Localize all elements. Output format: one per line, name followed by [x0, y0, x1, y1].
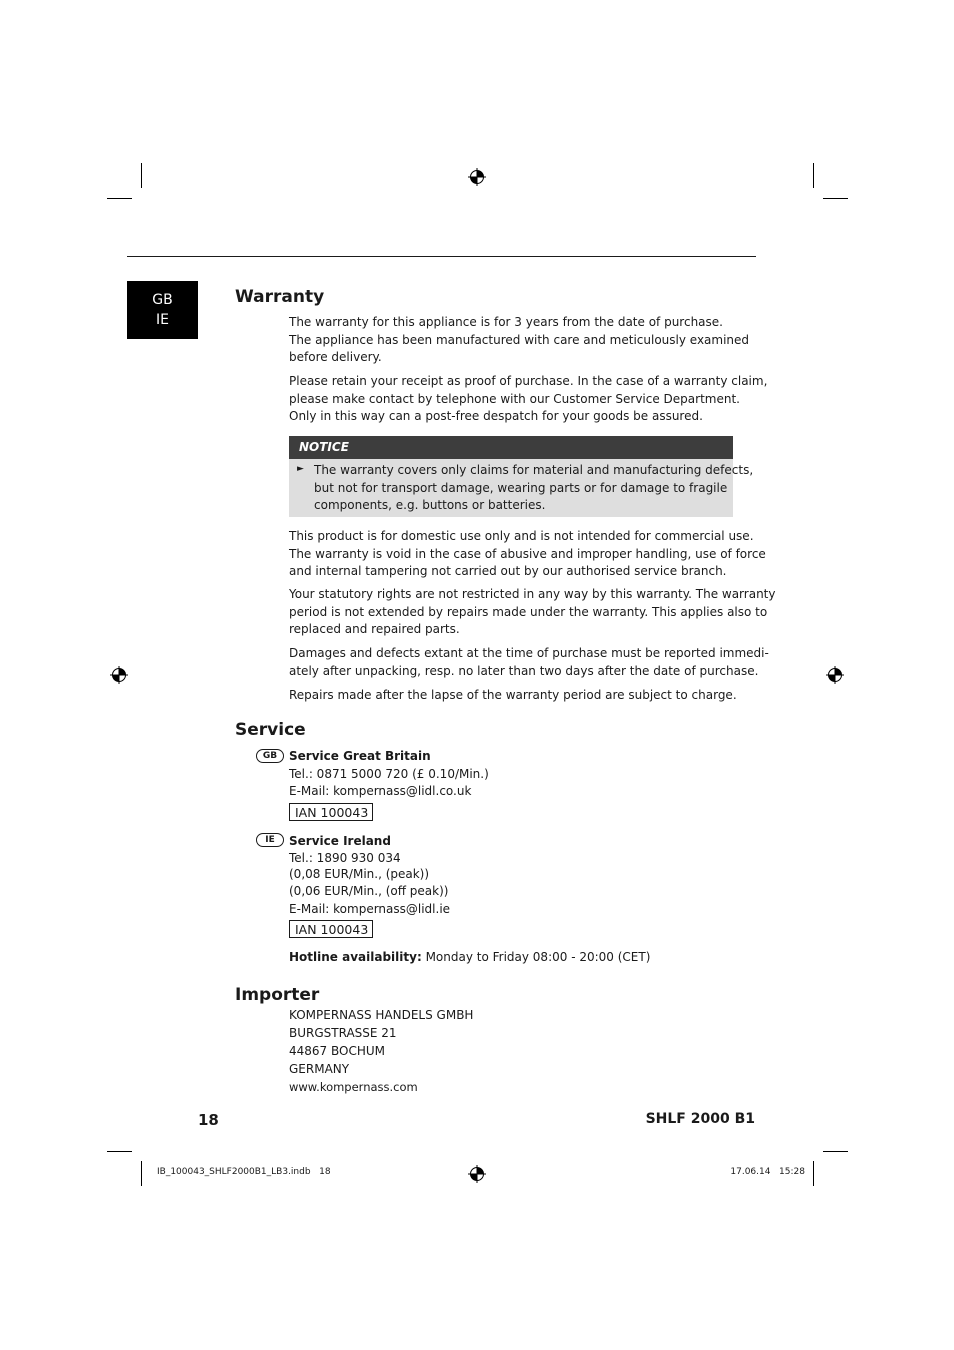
print-datetime: 17.06.14 15:28 [730, 1167, 805, 1177]
model-name: SHLF 2000 B1 [645, 1111, 755, 1127]
service-ie-email: E-Mail: kompernass@lidl.ie [289, 901, 451, 916]
crop-mark [823, 198, 848, 199]
registration-mark-icon [826, 666, 844, 684]
notice-text: The warranty covers only claims for material and manufacturing defects, but not for transport damage, wearing parts or for damage to fragile components, e.g. buttons or batteries. [314, 463, 754, 512]
language-tab-gb: GB [152, 292, 173, 308]
crop-mark [823, 1151, 848, 1152]
crop-mark [107, 1151, 132, 1152]
country-badge-ie: IE [256, 833, 284, 847]
service-gb [289, 748, 734, 801]
crop-mark [813, 163, 814, 188]
warranty-paragraph-5: Damages and defects extant at the time of purchase must be reported immedi- ately after unpacking, resp. no later than two days after the date of purchase. [289, 646, 769, 678]
warranty-paragraph-6: Repairs made after the lapse of the warranty period are subject to charge. [289, 688, 737, 702]
service-gb-tel: Tel.: 0871 5000 720 (£ 0.10/Min.) [289, 766, 489, 781]
hotline [289, 949, 734, 967]
service-ie-rate-offpeak: (0,06 EUR/Min., (off peak)) [289, 884, 449, 898]
registration-mark-icon [468, 1165, 486, 1183]
service-ie-tel: Tel.: 1890 930 034 [289, 850, 401, 865]
ian-box-gb: IAN 100043 [289, 803, 373, 821]
crop-mark [107, 198, 132, 199]
hotline-label: Hotline availability: [289, 950, 422, 964]
warranty-paragraph-2: Please retain your receipt as proof of purchase. In the case of a warranty claim, please make contact by telephone with our Customer Service Department. Only in this way can a post-free despatch for your goods be assured. [289, 374, 768, 423]
warranty-paragraph-3: This product is for domestic use only and is not intended for commercial use. The warranty is void in the case of abusive and improper handling, use of force and internal tampering not carried out by our authorised service branch. [289, 529, 766, 578]
ian-box-ie: IAN 100043 [289, 920, 373, 938]
importer-address: KOMPERNASS HANDELS GMBH BURGSTRASSE 21 44867 BOCHUM GERMANY www.kompernass.com [289, 1006, 734, 1096]
crop-mark [141, 163, 142, 188]
registration-mark-icon [110, 666, 128, 684]
service-ie-title: Service Ireland [289, 834, 391, 848]
service-heading: Service [235, 720, 306, 740]
service-ie [289, 833, 734, 918]
registration-mark-icon [468, 168, 486, 186]
service-ie-rate-peak: (0,08 EUR/Min., (peak)) [289, 866, 430, 881]
importer-heading: Importer [235, 985, 320, 1005]
arrow-right-icon: ► [297, 464, 304, 474]
country-badge-gb: GB [256, 749, 284, 763]
notice-box [289, 459, 754, 517]
crop-mark [141, 1161, 142, 1186]
warranty-paragraph-4: Your statutory rights are not restricted in any way by this warranty. The warranty period is not extended by repairs made under the warranty. This applies also to replaced and repaired parts. [289, 587, 776, 636]
hotline-value: Monday to Friday 08:00 - 20:00 (CET) [421, 950, 651, 964]
file-slug: IB_100043_SHLF2000B1_LB3.indb 18 [157, 1167, 331, 1177]
warranty-paragraph-1: The warranty for this appliance is for 3 years from the date of purchase. The appliance has been manufactured with care and meticulously examined before delivery. [289, 315, 750, 364]
service-gb-title: Service Great Britain [289, 749, 431, 763]
page-number: 18 [198, 1111, 219, 1129]
notice-header: NOTICE [289, 436, 733, 459]
header-rule [127, 256, 756, 257]
service-gb-email: E-Mail: kompernass@lidl.co.uk [289, 784, 472, 798]
language-tab [127, 281, 198, 339]
warranty-heading: Warranty [235, 287, 325, 307]
importer-website: www.kompernass.com [289, 1080, 418, 1094]
crop-mark [813, 1161, 814, 1186]
language-tab-ie: IE [156, 312, 169, 328]
